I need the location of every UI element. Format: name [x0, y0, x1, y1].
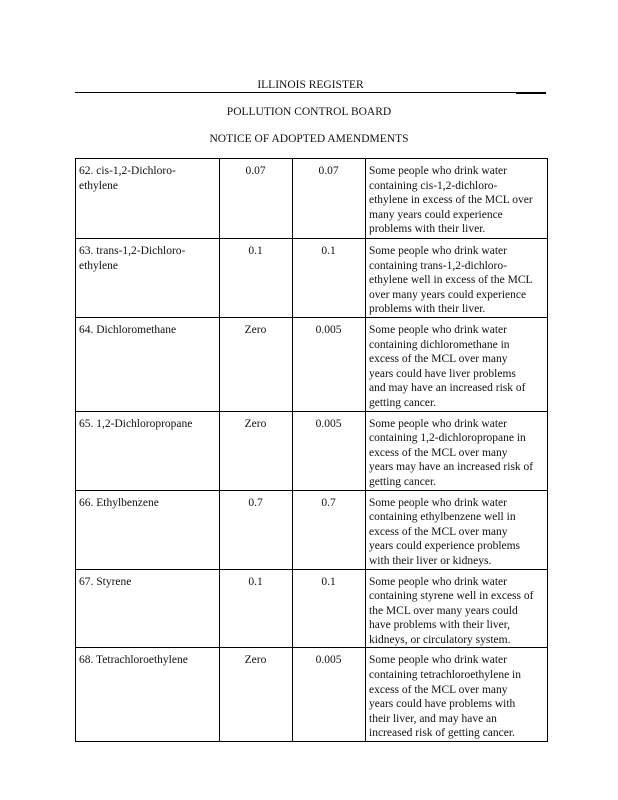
- name-line: 67. Styrene: [79, 575, 132, 588]
- mclg-value: 0.07: [220, 159, 293, 239]
- mclg-value: 0.1: [220, 569, 293, 648]
- effects-line: containing cis-1,2-dichloro-: [369, 179, 498, 192]
- effects-line: the MCL over many years could: [369, 604, 518, 617]
- table-row: [76, 648, 548, 742]
- effects-line: containing tetrachloroethylene in: [369, 669, 521, 682]
- register-title: ILLINOIS REGISTER: [75, 79, 546, 93]
- contaminant-name: [76, 239, 220, 318]
- mcl-value: 0.1: [293, 239, 366, 318]
- effects-line: Some people who drink water: [369, 245, 507, 257]
- mcl-value: 0.1: [293, 569, 366, 648]
- mclg-value: Zero: [220, 317, 293, 411]
- contaminant-name: [76, 490, 220, 569]
- table-row: [76, 239, 548, 318]
- mclg-value: Zero: [220, 648, 293, 742]
- contaminant-name: [76, 569, 220, 648]
- effects-line: have problems with their liver,: [369, 619, 511, 632]
- health-effects: [366, 239, 548, 318]
- notice-title: NOTICE OF ADOPTED AMENDMENTS: [209, 133, 409, 145]
- effects-line: many years could experience: [369, 208, 503, 221]
- mclg-value: 0.1: [220, 239, 293, 318]
- name-line: 66. Ethylbenzene: [79, 496, 159, 509]
- effects-line: containing trans-1,2-dichloro-: [369, 259, 507, 272]
- effects-line: Some people who drink water: [369, 654, 507, 667]
- effects-line: containing dichloromethane in: [369, 338, 510, 351]
- health-effects: [366, 317, 548, 411]
- mcl-value: 0.7: [293, 490, 366, 569]
- table-row: [76, 411, 548, 490]
- effects-line: containing ethylbenzene well in: [369, 511, 516, 524]
- effects-line: ethylene well in excess of the MCL: [369, 274, 533, 287]
- mcl-value: 0.07: [293, 159, 366, 239]
- contaminant-table: [75, 158, 548, 742]
- effects-line: with their liver or kidneys.: [369, 554, 492, 567]
- health-effects: [366, 159, 548, 239]
- effects-line: and may have an increased risk of: [369, 382, 526, 395]
- effects-line: Some people who drink water: [369, 323, 507, 336]
- board-title: POLLUTION CONTROL BOARD: [226, 106, 392, 118]
- contaminant-name: [76, 159, 220, 239]
- effects-line: problems with their liver.: [369, 223, 486, 236]
- effects-line: years could have problems with: [369, 698, 516, 711]
- mclg-value: 0.7: [220, 490, 293, 569]
- effects-line: Some people who drink water: [369, 165, 507, 177]
- effects-line: excess of the MCL over many: [369, 683, 508, 696]
- effects-line: problems with their liver.: [369, 303, 486, 316]
- effects-line: excess of the MCL over many: [369, 446, 508, 459]
- name-line: 65. 1,2-Dichloropropane: [79, 417, 193, 430]
- effects-line: getting cancer.: [369, 475, 437, 488]
- name-line: 68. Tetrachloroethylene: [79, 654, 188, 667]
- table-row: [76, 317, 548, 411]
- effects-line: Some people who drink water: [369, 575, 507, 588]
- name-line: 64. Dichloromethane: [79, 323, 177, 336]
- effects-line: excess of the MCL over many: [369, 525, 508, 538]
- health-effects: [366, 411, 548, 490]
- effects-line: years could experience problems: [369, 540, 521, 553]
- mcl-value: 0.005: [293, 411, 366, 490]
- effects-line: getting cancer.: [369, 396, 437, 409]
- name-line: 63. trans-1,2-Dichloro-: [79, 245, 186, 257]
- mcl-value: 0.005: [293, 317, 366, 411]
- mclg-value: Zero: [220, 411, 293, 490]
- effects-line: years could have liver problems: [369, 367, 516, 380]
- name-line: ethylene: [79, 259, 118, 272]
- table-row: [76, 569, 548, 648]
- mcl-value: 0.005: [293, 648, 366, 742]
- effects-line: years may have an increased risk of: [369, 461, 534, 474]
- name-line: 62. cis-1,2-Dichloro-: [79, 165, 176, 177]
- effects-line: their liver, and may have an: [369, 712, 497, 725]
- health-effects: [366, 648, 548, 742]
- effects-line: increased risk of getting cancer.: [369, 727, 515, 740]
- health-effects: [366, 569, 548, 648]
- health-effects: [366, 490, 548, 569]
- table-row: [76, 159, 548, 239]
- effects-line: containing 1,2-dichloropropane in: [369, 432, 526, 445]
- effects-line: Some people who drink water: [369, 496, 507, 509]
- effects-line: ethylene in excess of the MCL over: [369, 194, 533, 207]
- contaminant-name: [76, 317, 220, 411]
- name-line: ethylene: [79, 179, 118, 192]
- effects-line: Some people who drink water: [369, 417, 507, 430]
- table-row: [76, 490, 548, 569]
- effects-line: containing styrene well in excess of: [369, 590, 534, 603]
- contaminant-name: [76, 411, 220, 490]
- contaminant-name: [76, 648, 220, 742]
- effects-line: over many years could experience: [369, 288, 527, 301]
- effects-line: kidneys, or circulatory system.: [369, 633, 511, 646]
- effects-line: excess of the MCL over many: [369, 353, 508, 366]
